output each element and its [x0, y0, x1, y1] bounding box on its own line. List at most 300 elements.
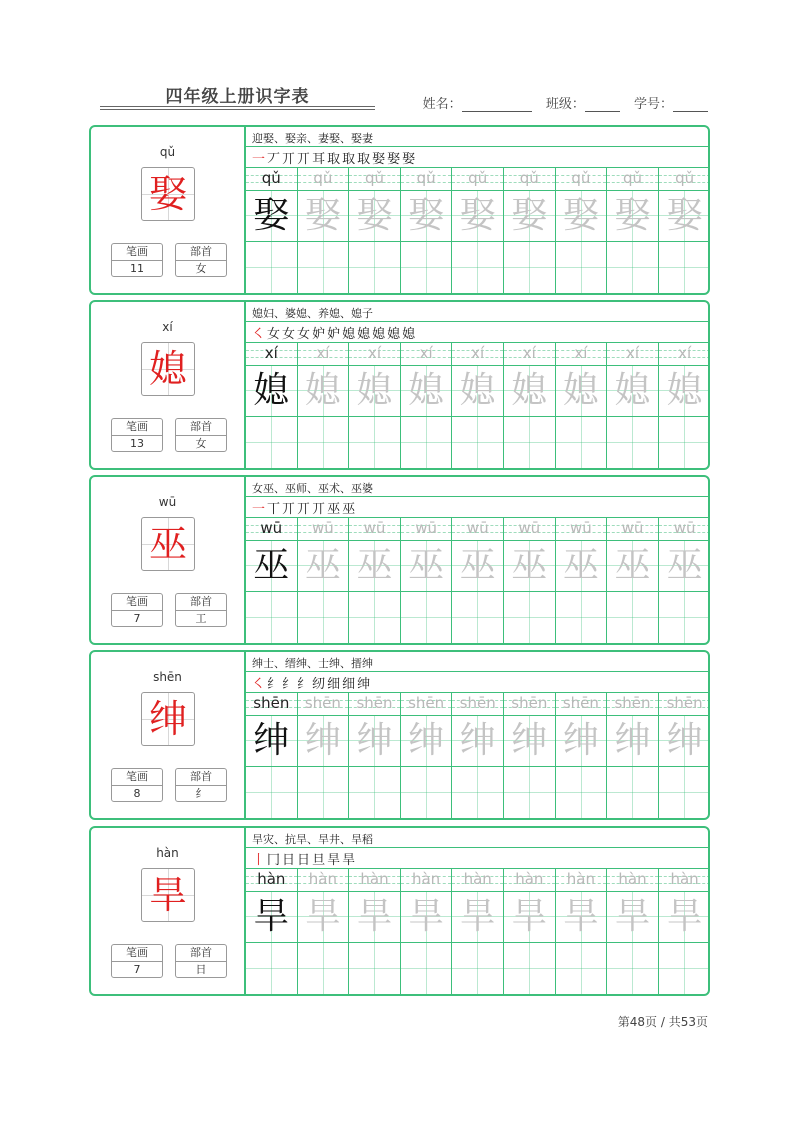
- practice-cell[interactable]: [401, 869, 453, 996]
- practice-cell[interactable]: [349, 869, 401, 996]
- pinyin-sample: xí: [264, 344, 278, 362]
- tian-grid[interactable]: [659, 891, 710, 943]
- practice-cell[interactable]: [401, 343, 453, 470]
- blank-tian-grid[interactable]: [349, 592, 400, 645]
- pinyin-row: [349, 343, 400, 365]
- pinyin-trace: wū: [363, 519, 386, 537]
- pinyin-row: [659, 693, 710, 715]
- blank-tian-grid[interactable]: [556, 767, 607, 820]
- pinyin-row: [607, 168, 658, 190]
- practice-cell[interactable]: [659, 168, 710, 295]
- tian-grid[interactable]: [401, 715, 452, 767]
- example-words: 迎娶、娶亲、妻娶、娶妻: [252, 132, 373, 145]
- tian-grid[interactable]: [504, 190, 555, 242]
- practice-cell[interactable]: [556, 518, 608, 645]
- blank-tian-grid[interactable]: [556, 943, 607, 996]
- stroke-step: 丌: [297, 502, 311, 517]
- pinyin-row: [298, 343, 349, 365]
- stroke-step: 日: [282, 853, 296, 868]
- character-glyph: 娶: [148, 172, 187, 216]
- radical-box: [175, 944, 227, 978]
- stroke-step: 绅: [357, 677, 371, 692]
- stroke-step: 丌: [312, 502, 326, 517]
- practice-cell[interactable]: [349, 343, 401, 470]
- pinyin-row: [298, 168, 349, 190]
- pinyin-trace: shēn: [408, 694, 445, 712]
- tian-grid[interactable]: [298, 365, 349, 417]
- stroke-count-value: 13: [130, 437, 144, 450]
- radical-box: [175, 593, 227, 627]
- example-words: 旱灾、抗旱、旱井、旱稻: [252, 833, 373, 846]
- tian-grid[interactable]: [659, 190, 710, 242]
- example-words: 绅士、缙绅、士绅、搢绅: [252, 657, 373, 670]
- tian-grid[interactable]: [452, 190, 503, 242]
- stroke-step: 旱: [342, 853, 356, 868]
- character-glyph: 旱: [148, 873, 187, 917]
- character-trace: 绅: [614, 720, 651, 761]
- pinyin-row: [452, 693, 503, 715]
- practice-cell[interactable]: [298, 168, 350, 295]
- practice-cell[interactable]: [659, 343, 710, 470]
- pinyin-row: [607, 343, 658, 365]
- pinyin-trace: qǔ: [364, 169, 384, 187]
- character-trace: 娶: [666, 195, 703, 236]
- pinyin-row: [556, 168, 607, 190]
- stroke-step: 取: [357, 152, 371, 167]
- character-trace: 巫: [356, 545, 393, 586]
- practice-cell[interactable]: [607, 343, 659, 470]
- practice-area: [246, 302, 708, 468]
- tian-grid[interactable]: [607, 365, 658, 417]
- practice-cell[interactable]: [401, 518, 453, 645]
- stroke-step: 旦: [312, 853, 326, 868]
- blank-tian-grid[interactable]: [452, 943, 503, 996]
- writing-grid: [246, 693, 710, 820]
- blank-tian-grid[interactable]: [556, 592, 607, 645]
- practice-cell[interactable]: [556, 693, 608, 820]
- tian-grid[interactable]: [246, 715, 297, 767]
- stroke-count-box: [111, 243, 163, 277]
- tian-grid[interactable]: [452, 540, 503, 592]
- stroke-step: 丌: [297, 152, 311, 167]
- tian-grid[interactable]: [504, 540, 555, 592]
- character-trace: 绅: [459, 720, 496, 761]
- practice-cell[interactable]: [452, 693, 504, 820]
- tian-grid[interactable]: [349, 190, 400, 242]
- stroke-step: 细: [327, 677, 341, 692]
- stroke-step: 娶: [387, 152, 401, 167]
- tian-grid[interactable]: [298, 891, 349, 943]
- pinyin-trace: hàn: [308, 870, 337, 888]
- practice-cell[interactable]: [452, 869, 504, 996]
- practice-cell[interactable]: [298, 518, 350, 645]
- practice-cell[interactable]: [452, 168, 504, 295]
- tian-grid[interactable]: [659, 365, 710, 417]
- blank-tian-grid[interactable]: [504, 242, 555, 295]
- blank-tian-grid[interactable]: [659, 943, 710, 996]
- pinyin-trace: qǔ: [571, 169, 591, 187]
- practice-cell[interactable]: [607, 518, 659, 645]
- stroke-count-box: [111, 768, 163, 802]
- practice-cell[interactable]: [504, 869, 556, 996]
- tian-grid[interactable]: [556, 715, 607, 767]
- stroke-count-box: [111, 593, 163, 627]
- blank-tian-grid[interactable]: [607, 767, 658, 820]
- blank-tian-grid[interactable]: [401, 242, 452, 295]
- student-fields: [413, 93, 708, 112]
- character-card: [89, 475, 710, 645]
- pinyin-row: [452, 343, 503, 365]
- practice-cell[interactable]: [504, 518, 556, 645]
- tian-grid[interactable]: [607, 715, 658, 767]
- pinyin-trace: hàn: [566, 870, 595, 888]
- tian-grid[interactable]: [504, 365, 555, 417]
- pinyin-trace: hàn: [463, 870, 492, 888]
- blank-tian-grid[interactable]: [246, 417, 297, 470]
- character-box: [141, 692, 195, 746]
- blank-tian-grid[interactable]: [298, 417, 349, 470]
- pinyin-row: [246, 168, 297, 190]
- pinyin-row: [607, 869, 658, 891]
- tian-grid[interactable]: [556, 190, 607, 242]
- character-trace: 旱: [408, 896, 445, 937]
- character-trace: 旱: [666, 896, 703, 937]
- practice-cell[interactable]: [659, 869, 710, 996]
- practice-cell[interactable]: [246, 168, 298, 295]
- practice-cell[interactable]: [504, 168, 556, 295]
- stroke-step: 一: [252, 502, 266, 517]
- character-card: [89, 125, 710, 295]
- class-field[interactable]: [546, 93, 620, 112]
- row-divider: [246, 496, 708, 497]
- blank-tian-grid[interactable]: [556, 242, 607, 295]
- pinyin-trace: qǔ: [675, 169, 695, 187]
- character-summary: [91, 302, 246, 468]
- pinyin-row: [401, 518, 452, 540]
- tian-grid[interactable]: [452, 891, 503, 943]
- stroke-step: 媳: [402, 327, 416, 342]
- pinyin-trace: qǔ: [416, 169, 436, 187]
- stroke-count-box: [111, 418, 163, 452]
- tian-grid[interactable]: [504, 715, 555, 767]
- blank-tian-grid[interactable]: [659, 592, 710, 645]
- stroke-step: 丌: [282, 152, 296, 167]
- practice-area: [246, 477, 708, 643]
- character-trace: 娶: [614, 195, 651, 236]
- tian-grid[interactable]: [556, 365, 607, 417]
- tian-grid[interactable]: [401, 891, 452, 943]
- page-title: 四年级上册识字表: [165, 87, 310, 107]
- character-pinyin: xí: [162, 320, 173, 334]
- tian-grid[interactable]: [607, 190, 658, 242]
- stroke-step: 媳: [372, 327, 386, 342]
- id-field[interactable]: [634, 93, 708, 112]
- character-sample: 娶: [253, 195, 290, 236]
- practice-cell[interactable]: [349, 168, 401, 295]
- practice-cell[interactable]: [556, 343, 608, 470]
- blank-tian-grid[interactable]: [659, 242, 710, 295]
- tian-grid[interactable]: [246, 891, 297, 943]
- character-trace: 巫: [511, 545, 548, 586]
- practice-cell[interactable]: [349, 518, 401, 645]
- blank-tian-grid[interactable]: [504, 417, 555, 470]
- tian-grid[interactable]: [504, 891, 555, 943]
- pinyin-trace: xí: [678, 344, 692, 362]
- stroke-step: 纫: [312, 677, 326, 692]
- practice-cell[interactable]: [246, 518, 298, 645]
- stroke-step: 媳: [357, 327, 371, 342]
- name-line[interactable]: [462, 97, 532, 112]
- stroke-count-value: 8: [133, 787, 141, 800]
- character-trace: 绅: [666, 720, 703, 761]
- pinyin-row: [246, 869, 297, 891]
- pinyin-row: [659, 168, 710, 190]
- pinyin-trace: wū: [621, 519, 644, 537]
- practice-area: [246, 652, 708, 818]
- pinyin-row: [452, 518, 503, 540]
- page-number: 第48页 / 共53页: [617, 1015, 708, 1029]
- name-field[interactable]: [423, 93, 532, 112]
- character-card: [89, 826, 710, 996]
- pinyin-row: [298, 693, 349, 715]
- practice-cell[interactable]: [246, 343, 298, 470]
- id-label: 学号：: [633, 97, 673, 112]
- tian-grid[interactable]: [607, 891, 658, 943]
- practice-cell[interactable]: [401, 693, 453, 820]
- tian-grid[interactable]: [659, 540, 710, 592]
- practice-cell[interactable]: [607, 693, 659, 820]
- blank-tian-grid[interactable]: [504, 767, 555, 820]
- character-trace: 巫: [304, 545, 341, 586]
- pinyin-row: [659, 869, 710, 891]
- character-box: [141, 517, 195, 571]
- practice-cell[interactable]: [607, 869, 659, 996]
- blank-tian-grid[interactable]: [452, 767, 503, 820]
- pinyin-trace: wū: [570, 519, 592, 537]
- tian-grid[interactable]: [298, 715, 349, 767]
- blank-tian-grid[interactable]: [298, 592, 349, 645]
- stroke-step: 女: [267, 327, 281, 342]
- example-words: 女巫、巫师、巫术、巫婆: [252, 482, 373, 495]
- blank-tian-grid[interactable]: [659, 767, 710, 820]
- writing-grid: [246, 168, 710, 295]
- tian-grid[interactable]: [349, 715, 400, 767]
- blank-tian-grid[interactable]: [349, 943, 400, 996]
- tian-grid[interactable]: [349, 540, 400, 592]
- stroke-count-value: 7: [133, 612, 141, 625]
- stroke-order: [252, 148, 417, 167]
- stroke-step: 丆: [267, 152, 281, 167]
- practice-cell[interactable]: [246, 693, 298, 820]
- stroke-order: [252, 673, 372, 692]
- practice-cell[interactable]: [607, 168, 659, 295]
- tian-grid[interactable]: [246, 540, 297, 592]
- pinyin-row: [246, 693, 297, 715]
- blank-tian-grid[interactable]: [298, 767, 349, 820]
- pinyin-trace: shēn: [304, 694, 341, 712]
- writing-grid: [246, 343, 710, 470]
- stroke-step: 媳: [387, 327, 401, 342]
- character-glyph: 巫: [148, 522, 187, 566]
- pinyin-row: [349, 869, 400, 891]
- blank-tian-grid[interactable]: [607, 417, 658, 470]
- tian-grid[interactable]: [298, 190, 349, 242]
- stroke-step: 取: [327, 152, 341, 167]
- blank-tian-grid[interactable]: [504, 943, 555, 996]
- tian-grid[interactable]: [659, 715, 710, 767]
- tian-grid[interactable]: [607, 540, 658, 592]
- blank-tian-grid[interactable]: [401, 767, 452, 820]
- stroke-order: [252, 498, 357, 517]
- practice-cell[interactable]: [659, 518, 710, 645]
- character-trace: 旱: [304, 896, 341, 937]
- pinyin-trace: qǔ: [313, 169, 333, 187]
- tian-grid[interactable]: [349, 891, 400, 943]
- pinyin-trace: wū: [673, 519, 696, 537]
- practice-area: [246, 127, 708, 293]
- stroke-step: 娶: [372, 152, 386, 167]
- blank-tian-grid[interactable]: [349, 417, 400, 470]
- blank-tian-grid[interactable]: [298, 242, 349, 295]
- practice-cell[interactable]: [659, 693, 710, 820]
- character-summary: [91, 127, 246, 293]
- blank-tian-grid[interactable]: [452, 242, 503, 295]
- pinyin-row: [504, 343, 555, 365]
- character-sample: 媳: [253, 370, 290, 411]
- tian-grid[interactable]: [401, 365, 452, 417]
- row-divider: [246, 321, 708, 322]
- practice-cell[interactable]: [349, 693, 401, 820]
- tian-grid[interactable]: [349, 365, 400, 417]
- class-line[interactable]: [585, 97, 620, 112]
- example-words: 媳妇、婆媳、养媳、媳子: [252, 307, 373, 320]
- blank-tian-grid[interactable]: [607, 592, 658, 645]
- character-box: [141, 167, 195, 221]
- pinyin-trace: xí: [316, 344, 330, 362]
- pinyin-trace: xí: [367, 344, 381, 362]
- blank-tian-grid[interactable]: [246, 242, 297, 295]
- practice-cell[interactable]: [452, 343, 504, 470]
- character-trace: 巫: [614, 545, 651, 586]
- pinyin-row: [659, 518, 710, 540]
- practice-cell[interactable]: [298, 869, 350, 996]
- radical-value: 工: [195, 612, 207, 625]
- character-trace: 媳: [614, 370, 651, 411]
- pinyin-trace: shēn: [562, 694, 599, 712]
- character-trace: 旱: [356, 896, 393, 937]
- tian-grid[interactable]: [401, 540, 452, 592]
- stroke-step: 妒: [327, 327, 341, 342]
- pinyin-row: [556, 869, 607, 891]
- blank-tian-grid[interactable]: [607, 943, 658, 996]
- blank-tian-grid[interactable]: [401, 592, 452, 645]
- row-divider: [246, 671, 708, 672]
- tian-grid[interactable]: [556, 540, 607, 592]
- blank-tian-grid[interactable]: [246, 592, 297, 645]
- tian-grid[interactable]: [556, 891, 607, 943]
- blank-tian-grid[interactable]: [349, 242, 400, 295]
- character-trace: 绅: [356, 720, 393, 761]
- tian-grid[interactable]: [246, 190, 297, 242]
- stroke-step: 耳: [312, 152, 326, 167]
- radical-label: 部首: [176, 945, 226, 962]
- practice-cell[interactable]: [246, 869, 298, 996]
- character-pinyin: shēn: [153, 670, 182, 684]
- practice-cell[interactable]: [401, 168, 453, 295]
- radical-value: 女: [195, 262, 207, 275]
- stroke-step: 媳: [342, 327, 356, 342]
- radical-box: [175, 768, 227, 802]
- id-line[interactable]: [673, 97, 708, 112]
- blank-tian-grid[interactable]: [246, 767, 297, 820]
- blank-tian-grid[interactable]: [504, 592, 555, 645]
- stroke-step: 纟: [282, 677, 296, 692]
- pinyin-row: [659, 343, 710, 365]
- tian-grid[interactable]: [452, 715, 503, 767]
- character-trace: 巫: [666, 545, 703, 586]
- stroke-step: 丨: [252, 853, 266, 868]
- practice-cell[interactable]: [556, 869, 608, 996]
- page-header: [0, 0, 800, 120]
- character-pinyin: wū: [158, 495, 177, 509]
- pinyin-row: [452, 869, 503, 891]
- blank-tian-grid[interactable]: [246, 943, 297, 996]
- blank-tian-grid[interactable]: [607, 242, 658, 295]
- pinyin-trace: wū: [415, 519, 437, 537]
- pinyin-sample: wū: [260, 519, 283, 537]
- character-trace: 巫: [408, 545, 445, 586]
- character-pinyin: qǔ: [159, 145, 176, 159]
- pinyin-row: [298, 518, 349, 540]
- tian-grid[interactable]: [452, 365, 503, 417]
- blank-tian-grid[interactable]: [659, 417, 710, 470]
- practice-cell[interactable]: [298, 343, 350, 470]
- practice-cell[interactable]: [298, 693, 350, 820]
- radical-label: 部首: [176, 419, 226, 436]
- blank-tian-grid[interactable]: [452, 417, 503, 470]
- blank-tian-grid[interactable]: [401, 417, 452, 470]
- pinyin-trace: xí: [574, 344, 588, 362]
- practice-cell[interactable]: [556, 168, 608, 295]
- stroke-step: 取: [342, 152, 356, 167]
- blank-tian-grid[interactable]: [401, 943, 452, 996]
- title-rule: [100, 106, 375, 107]
- character-trace: 娶: [562, 195, 599, 236]
- blank-tian-grid[interactable]: [556, 417, 607, 470]
- pinyin-row: [349, 168, 400, 190]
- tian-grid[interactable]: [401, 190, 452, 242]
- pinyin-row: [556, 343, 607, 365]
- blank-tian-grid[interactable]: [349, 767, 400, 820]
- practice-cell[interactable]: [504, 343, 556, 470]
- radical-label: 部首: [176, 594, 226, 611]
- pinyin-row: [349, 693, 400, 715]
- character-trace: 媳: [356, 370, 393, 411]
- pinyin-trace: shēn: [614, 694, 651, 712]
- blank-tian-grid[interactable]: [298, 943, 349, 996]
- stroke-count-label: 笔画: [112, 419, 162, 436]
- tian-grid[interactable]: [298, 540, 349, 592]
- tian-grid[interactable]: [246, 365, 297, 417]
- radical-box: [175, 243, 227, 277]
- blank-tian-grid[interactable]: [452, 592, 503, 645]
- practice-cell[interactable]: [504, 693, 556, 820]
- stroke-step: 娶: [402, 152, 416, 167]
- pinyin-row: [556, 693, 607, 715]
- pinyin-row: [556, 518, 607, 540]
- practice-cell[interactable]: [452, 518, 504, 645]
- title-rule: [100, 109, 375, 110]
